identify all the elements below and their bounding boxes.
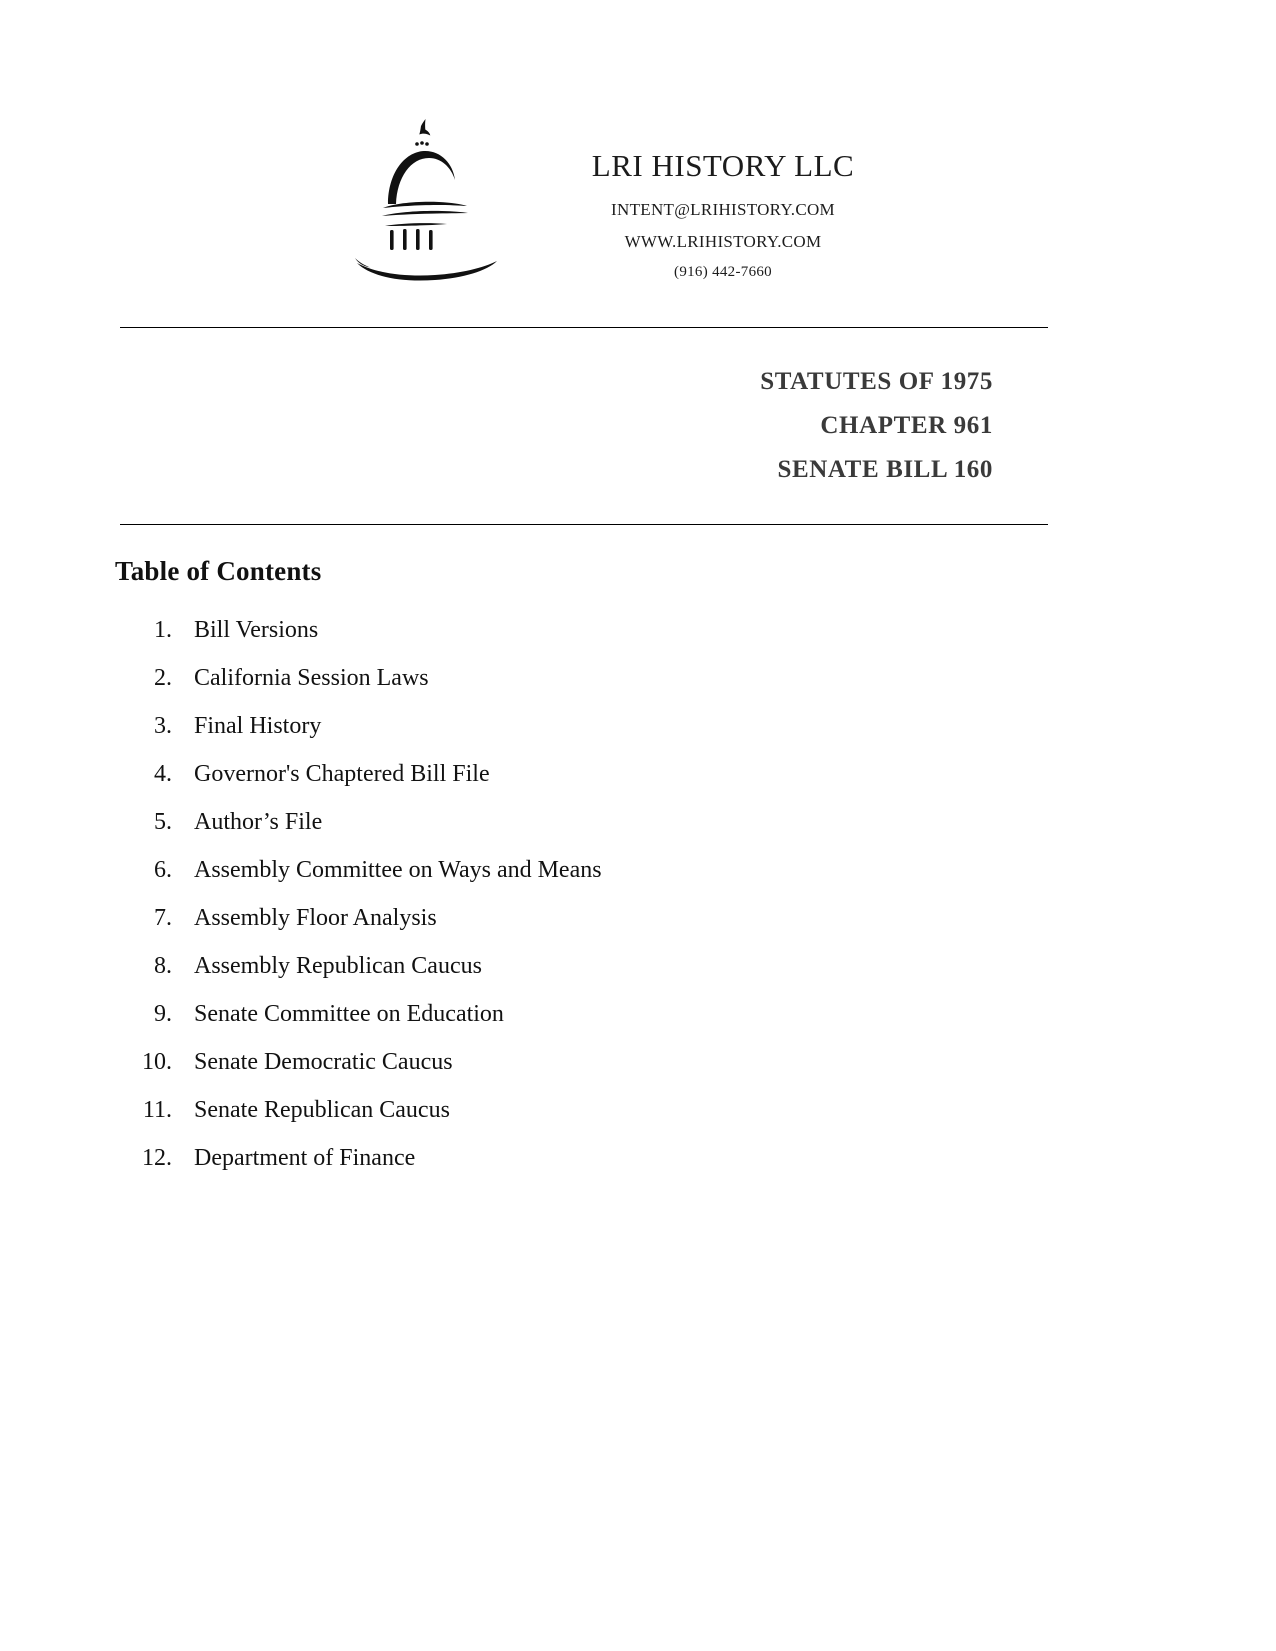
company-website: WWW.LRIHISTORY.COM bbox=[624, 232, 822, 251]
list-item-number: 9. bbox=[154, 1001, 172, 1027]
list-item-label: California Session Laws bbox=[194, 665, 429, 691]
list-item-number: 8. bbox=[154, 953, 172, 979]
list-item bbox=[120, 1146, 920, 1194]
list-item-label: Assembly Floor Analysis bbox=[194, 905, 437, 931]
list-item-label: Senate Republican Caucus bbox=[194, 1097, 450, 1123]
list-item-number: 11. bbox=[142, 1097, 172, 1123]
table-of-contents-list bbox=[120, 618, 920, 1194]
chapter-number: CHAPTER 961 bbox=[820, 411, 993, 439]
list-item-number: 4. bbox=[154, 761, 172, 787]
list-item bbox=[120, 810, 920, 858]
company-phone: (916) 442-7660 bbox=[674, 264, 772, 280]
header-divider-bottom bbox=[120, 524, 1048, 525]
list-item bbox=[120, 1050, 920, 1098]
list-item bbox=[120, 762, 920, 810]
list-item-number: 1. bbox=[154, 617, 172, 643]
list-item bbox=[120, 1002, 920, 1050]
list-item-label: Department of Finance bbox=[194, 1145, 416, 1171]
list-item bbox=[120, 1098, 920, 1146]
list-item-number: 5. bbox=[154, 809, 172, 835]
list-item-label: Senate Committee on Education bbox=[194, 1001, 504, 1027]
table-of-contents-heading: Table of Contents bbox=[115, 556, 322, 586]
list-item bbox=[120, 858, 920, 906]
list-item-label: Final History bbox=[194, 713, 322, 739]
list-item-label: Senate Democratic Caucus bbox=[194, 1049, 453, 1075]
list-item-label: Assembly Republican Caucus bbox=[194, 953, 482, 979]
company-name: LRI HISTORY LLC bbox=[591, 148, 855, 183]
letterhead-contact-block bbox=[513, 108, 933, 281]
list-item bbox=[120, 618, 920, 666]
list-item-number: 2. bbox=[154, 665, 172, 691]
header-divider-top bbox=[120, 327, 1048, 328]
list-item-label: Assembly Committee on Ways and Means bbox=[194, 857, 602, 883]
list-item-number: 3. bbox=[154, 713, 172, 739]
list-item bbox=[120, 906, 920, 954]
list-item bbox=[120, 954, 920, 1002]
list-item-label: Bill Versions bbox=[194, 617, 319, 643]
list-item-number: 7. bbox=[154, 905, 172, 931]
list-item bbox=[120, 714, 920, 762]
list-item-number: 10. bbox=[142, 1049, 172, 1075]
list-item-label: Governor's Chaptered Bill File bbox=[194, 761, 490, 787]
company-email: INTENT@LRIHISTORY.COM bbox=[611, 200, 835, 219]
list-item-label: Author’s File bbox=[194, 809, 323, 835]
document-title-block bbox=[120, 360, 993, 491]
statutes-year: STATUTES OF 1975 bbox=[760, 368, 993, 395]
letterhead bbox=[0, 108, 1276, 283]
bill-number: SENATE BILL 160 bbox=[777, 455, 993, 483]
list-item bbox=[120, 666, 920, 714]
capitol-dome-icon bbox=[343, 108, 513, 283]
list-item-number: 6. bbox=[154, 857, 172, 883]
list-item-number: 12. bbox=[142, 1145, 172, 1171]
